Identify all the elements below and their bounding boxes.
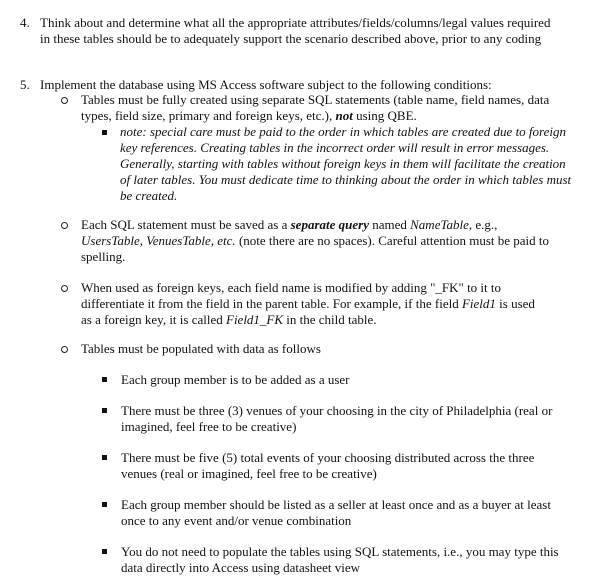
bullet-item: You do not need to populate the tables using SQL statements, i.e., you may type this data directly into Access using datasheet view xyxy=(121,544,559,575)
sub-1-text: Tables must be fully created using separate SQL statements (table name, field names, data types, field size, primary and foreign keys, etc.), not using QBE. xyxy=(81,92,550,123)
note-bullet-square xyxy=(102,130,107,135)
item-4-number: 4. xyxy=(20,15,30,30)
bullet-item: There must be three (3) venues of your choosing in the city of Philadelphia (real or imagined, feel free to be creative) xyxy=(121,403,553,434)
item-5-text: Implement the database using MS Access software subject to the following conditions: xyxy=(40,77,492,92)
bullet-item: There must be five (5) total events of your choosing distributed across the three venues (real or imagined, feel free to be creative) xyxy=(121,450,535,481)
sub-bullet-circle xyxy=(61,346,68,353)
bullet-item: Each group member should be listed as a seller at least once and as a buyer at least once to any event and/or venue combination xyxy=(121,497,551,528)
bullet-square xyxy=(102,549,107,554)
sub-3-text: When used as foreign keys, each field name is modified by adding "_FK" to it to differentiate it from the field in the parent table. For example, if the field Field1 is used as a foreign key, it is called Field1_FK in the child table. xyxy=(81,280,535,327)
item-5-number: 5. xyxy=(20,77,30,92)
sub-bullet-circle xyxy=(61,285,68,292)
sub-2-text: Each SQL statement must be saved as a separate query named NameTable, e.g., UsersTable, VenuesTable, etc. (note there are no spaces). Careful attention must be paid to spelling. xyxy=(81,217,550,264)
bullet-square xyxy=(102,408,107,413)
item-4-text: Think about and determine what all the appropriate attributes/fields/columns/legal values required in these tables should be to adequately support the scenario described above, prior to any coding xyxy=(40,15,551,46)
sub-bullet-circle xyxy=(61,222,68,229)
sub-bullet-circle xyxy=(61,97,68,104)
note-text: note: special care must be paid to the order in which tables are created due to foreign key references. Creating tables in the incorrect order will result in error messages. Generally, starting with tables without foreign keys in them will facilitate the creation of later tables. You must dedicate time to thinking about the order in which tables must be created. xyxy=(120,124,572,203)
bullet-square xyxy=(102,502,107,507)
bullet-square xyxy=(102,455,107,460)
sub-4-text: Tables must be populated with data as follows xyxy=(81,341,321,356)
bullet-square xyxy=(102,377,107,382)
bullet-item: Each group member is to be added as a user xyxy=(121,372,350,387)
